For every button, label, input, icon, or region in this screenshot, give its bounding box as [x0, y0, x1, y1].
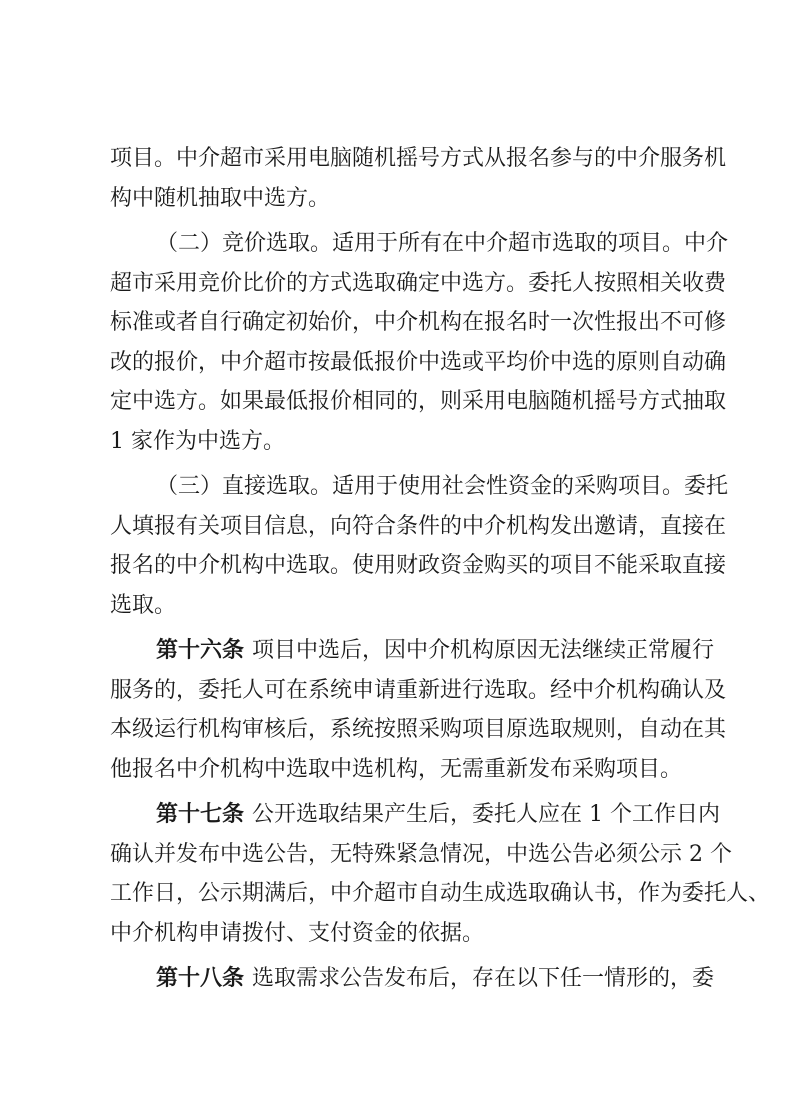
line-text: 定中选方。如果最低报价相同的，则采用电脑随机摇号方式抽取: [110, 389, 727, 414]
line-text: 选取。: [110, 592, 177, 618]
text-line: [110, 467, 729, 507]
line-text: 本级运行机构审核后，系统按照采购项目原选取规则，自动在其: [110, 717, 727, 742]
text-line: [110, 343, 727, 383]
text-line: [110, 874, 771, 914]
line-text: 项目中选后，因中介机构原因无法继续正常履行: [252, 638, 715, 663]
line-text: 构中随机抽取中选方。: [110, 185, 331, 211]
line-text: 中介机构申请拨付、支付资金的依据。: [110, 920, 485, 946]
text-line: [110, 224, 729, 264]
line-text: 人填报有关项目信息，向符合条件的中介机构发出邀请，直接在: [110, 513, 727, 539]
article-heading: 第十六条: [156, 637, 245, 663]
line-text: 1 家作为中选方。: [110, 428, 285, 454]
text-line: [110, 546, 727, 586]
line-text: 选取需求公告发布后，存在以下任一情形的，委: [252, 966, 715, 991]
line-text: 报名的中介机构中选取。使用财政资金购买的项目不能采取直接: [110, 553, 727, 578]
text-line: [110, 750, 692, 790]
article-paragraph: [110, 631, 727, 789]
paragraph: [110, 467, 729, 625]
article-heading: 第十八条: [156, 965, 245, 991]
document-body: [110, 139, 771, 1005]
text-line: [110, 179, 692, 219]
text-line: [110, 671, 727, 711]
line-text: 确认并发布中选公告，无特殊紧急情况，中选公告必须公示 2 个: [110, 841, 732, 867]
line-text: （三）直接选取。适用于使用社会性资金的采购项目。委托: [156, 474, 729, 499]
line-text: （二）竞价选取。适用于所有在中介超市选取的项目。中介: [156, 231, 729, 256]
text-line: [110, 422, 692, 462]
line-text: 公开选取结果产生后，委托人应在 1 个工作日内: [252, 802, 721, 827]
paragraph: [110, 139, 727, 218]
text-line: [110, 303, 727, 343]
text-line: [110, 507, 727, 547]
text-line: [110, 264, 727, 304]
text-line: [110, 795, 721, 835]
article-paragraph: [110, 795, 771, 953]
text-line: [110, 835, 732, 875]
paragraph: [110, 224, 729, 461]
text-line: [110, 914, 692, 954]
line-text: 标准或者自行确定初始价，中介机构在报名时一次性报出不可修: [110, 310, 727, 335]
text-line: [110, 586, 692, 626]
text-line: [110, 959, 715, 999]
line-text: 工作日，公示期满后，中介超市自动生成选取确认书，作为委托人、: [110, 881, 771, 906]
line-text: 项目。中介超市采用电脑随机摇号方式从报名参与的中介服务机: [110, 146, 727, 171]
article-paragraph: [110, 959, 715, 999]
text-line: [110, 631, 715, 671]
line-text: 改的报价，中介超市按最低报价中选或平均价中选的原则自动确: [110, 349, 727, 375]
line-text: 他报名中介机构中选取中选机构，无需重新发布采购项目。: [110, 756, 683, 782]
text-line: [110, 382, 727, 422]
line-text: 超市采用竞价比价的方式选取确定中选方。委托人按照相关收费: [110, 270, 727, 296]
text-line: [110, 139, 727, 179]
article-heading: 第十七条: [156, 801, 245, 827]
text-line: [110, 710, 727, 750]
line-text: 服务的，委托人可在系统申请重新进行选取。经中介机构确认及: [110, 677, 727, 703]
